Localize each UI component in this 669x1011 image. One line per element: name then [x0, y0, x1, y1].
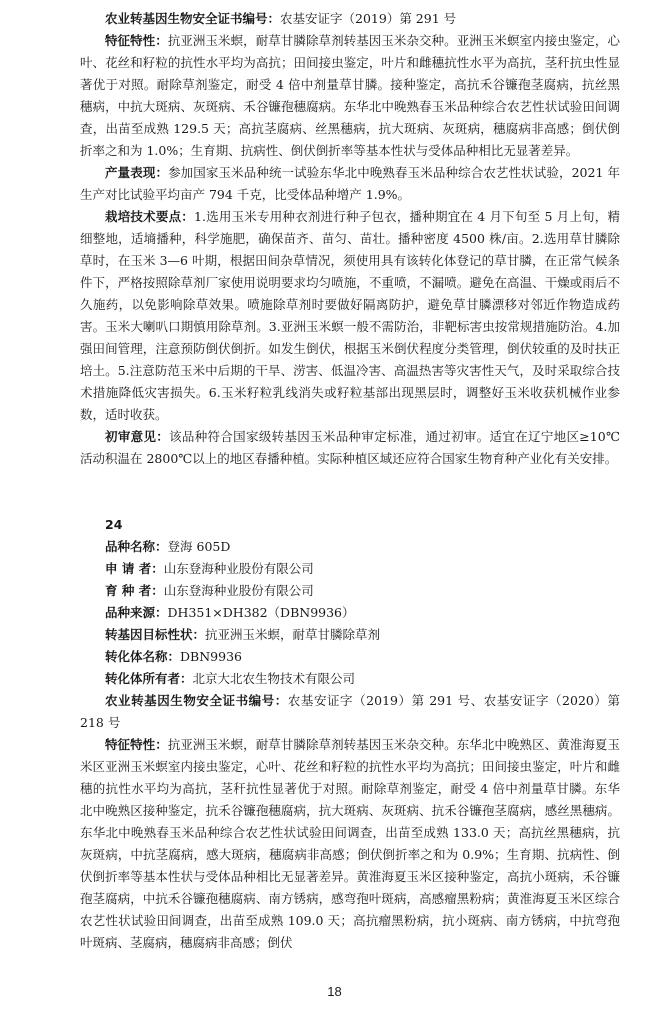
yield-paragraph: [80, 162, 620, 206]
target-trait-label: 转基因目标性状：: [105, 627, 206, 642]
source-row: [80, 602, 620, 624]
breeder-row: [80, 580, 620, 602]
event-label: 转化体名称：: [105, 649, 181, 664]
cert-label: 农业转基因生物安全证书编号：: [105, 11, 281, 26]
owner-label: 转化体所有者：: [105, 671, 193, 686]
variety-row: [80, 536, 620, 558]
cultivation-text: 1.选用玉米专用种衣剂进行种子包衣，播种期宜在 4 月下旬至 5 月上旬，精细整地，适墒播种，科学施肥，确保苗齐、苗匀、苗壮。播种密度 4500 株/亩。2.选用草甘膦除草时，在玉米 3—6 叶期，根据田间杂草情况，须使用具有该转化体登记的草甘膦，在正常气候条件下，严格按照除草剂厂家使用说明要求均匀喷施，不重喷，不漏喷。避免在高温、干燥或雨后不久施药，以免影响除草效果。喷施除草剂时要做好隔离防护，避免草甘膦漂移对邻近作物造成药害。玉米大喇叭口期慎用除草剂。3.亚洲玉米螟一般不需防治，非靶标害虫按常规措施防治。4.加强田间管理，注意预防倒伏倒折。如发生倒伏，根据玉米倒伏程度分类管理，倒伏较重的及时扶正培土。5.注意防范玉米中后期的干旱、涝害、低温冷害、高温热害等灾害性天气，及时采取综合技术措施降低灾害损失。6.玉米籽粒乳线消失或籽粒基部出现黑层时，调整好玉米收获机械作业参数，适时收获。: [80, 209, 620, 422]
trait-label-24: 特征特性：: [105, 737, 168, 752]
review-text: 该品种符合国家级转基因玉米品种审定标准，通过初审。适宜在辽宁地区≥10℃活动积温在 2800℃以上的地区春播种植。实际种植区域还应符合国家生物育种产业化有关安排。: [80, 429, 620, 466]
variety-label: 品种名称：: [105, 539, 168, 554]
cert-label-24: 农业转基因生物安全证书编号：: [105, 693, 288, 708]
applicant-row: [80, 558, 620, 580]
trait-paragraph-24: [80, 734, 620, 954]
source-label: 品种来源：: [105, 605, 168, 620]
event-row: [80, 646, 620, 668]
source-value: DH351×DH382（DBN9936）: [167, 605, 355, 620]
breeder-value: 山东登海种业股份有限公司: [163, 583, 314, 598]
yield-text: 参加国家玉米品种统一试验东华北中晚熟春玉米品种综合农艺性状试验，2021 年生产对比试验平均亩产 794 千克，比受体品种增产 1.9%。: [80, 165, 620, 202]
section-gap: [80, 470, 620, 514]
review-label: 初审意见：: [105, 429, 170, 444]
event-value: DBN9936: [180, 649, 242, 664]
entry-number: 24: [105, 517, 123, 532]
cultivation-paragraph: [80, 206, 620, 426]
cert-row-24: [80, 690, 620, 734]
trait-label: 特征特性：: [105, 33, 168, 48]
applicant-label: 申 请 者：: [105, 561, 164, 576]
breeder-label: 育 种 者：: [105, 583, 164, 598]
cert-value-24: 农基安证字（2019）第 291 号、农基安证字（2020）第 218 号: [80, 693, 620, 730]
cultivation-label: 栽培技术要点：: [105, 209, 194, 224]
target-trait-row: [80, 624, 620, 646]
yield-label: 产量表现：: [105, 165, 169, 180]
trait-paragraph: [80, 30, 620, 162]
cert-paragraph: [80, 8, 620, 30]
target-trait-value: 抗亚洲玉米螟，耐草甘膦除草剂: [205, 627, 381, 642]
trait-text-24: 抗亚洲玉米螟，耐草甘膦除草剂转基因玉米杂交种。东华北中晚熟区、黄淮海夏玉米区亚洲玉米螟室内接虫鉴定，心叶、花丝和籽粒的抗性水平均为高抗；田间接虫鉴定，叶片和雌穗的抗性水平均为高抗，茎秆抗性显著优于对照。耐除草剂鉴定，耐受 4 倍中剂量草甘膦。东华北中晚熟区接种鉴定，抗禾谷镰孢穗腐病，抗大斑病、灰斑病、抗禾谷镰孢茎腐病，感丝黑穗病。东华北中晚熟春玉米品种综合农艺性状试验田间调查，出苗至成熟 133.0 天；高抗丝黑穗病，抗灰斑病，中抗茎腐病，感大斑病，穗腐病非高感；倒伏倒折率之和为 0.9%；生育期、抗病性、倒伏倒折率等基本性状与受体品种相比无显著差异。黄淮海夏玉米区接种鉴定，高抗小斑病，禾谷镰孢茎腐病，中抗禾谷镰孢穗腐病、南方锈病，感弯孢叶斑病，高感瘤黑粉病；黄淮海夏玉米区综合农艺性状试验田间调查，出苗至成熟 109.0 天；高抗瘤黑粉病，抗小斑病、南方锈病，中抗弯孢叶斑病、茎腐病，穗腐病非高感；倒伏: [80, 737, 620, 950]
owner-row: [80, 668, 620, 690]
applicant-value: 山东登海种业股份有限公司: [163, 561, 314, 576]
variety-value: 登海 605D: [167, 539, 231, 554]
owner-value: 北京大北农生物技术有限公司: [192, 671, 356, 686]
cert-value: 农基安证字（2019）第 291 号: [280, 11, 457, 26]
review-paragraph: [80, 426, 620, 470]
trait-text: 抗亚洲玉米螟，耐草甘膦除草剂转基因玉米杂交种。亚洲玉米螟室内接虫鉴定，心叶、花丝和籽粒的抗性水平均为高抗；田间接虫鉴定，叶片和雌穗抗性水平为高抗，茎秆抗虫性显著优于对照。耐除草剂鉴定，耐受 4 倍中剂量草甘膦。接种鉴定，高抗禾谷镰孢茎腐病，抗丝黑穗病，中抗大斑病、灰斑病、禾谷镰孢穗腐病。东华北中晚熟春玉米品种综合农艺性状试验田间调查，出苗至成熟 129.5 天；高抗茎腐病、丝黑穗病，抗大斑病、灰斑病，穗腐病非高感；倒伏倒折率之和为 1.0%；生育期、抗病性、倒伏倒折率等基本性状与受体品种相比无显著差异。: [80, 33, 620, 158]
page-number: 18: [327, 984, 342, 999]
page-content: [80, 8, 620, 954]
